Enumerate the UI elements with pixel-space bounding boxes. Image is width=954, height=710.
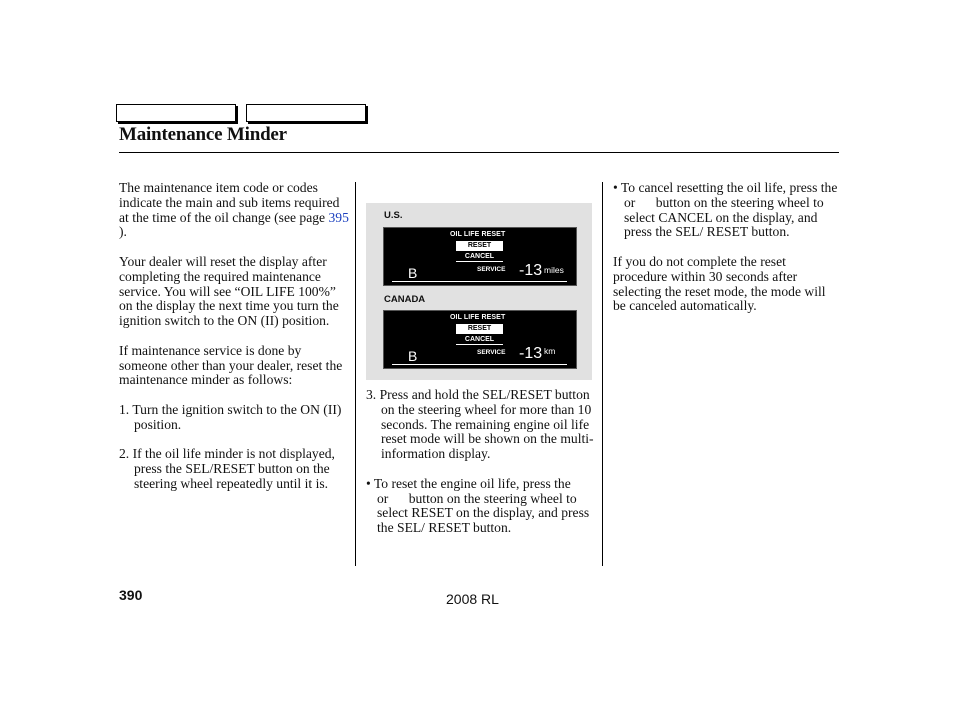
unit-label: miles [544,265,564,275]
cancel-option: CANCEL [464,336,495,343]
option-underline [456,344,503,345]
cancel-bullet: • To cancel resetting the oil life, press the or button on the steering wheel to select CANCEL on the display, and press the SEL/ RESET button. [613,180,858,240]
maintenance-code: B [408,348,418,364]
screen-title: OIL LIFE RESET [450,231,506,238]
cancel-option: CANCEL [464,253,495,260]
service-value: -13 [519,262,543,279]
step-3: 3. Press and hold the SEL/RESET button on the steering wheel for more than 10 seconds. The remaining engine oil life reset mode will be shown on the multi-information display. [366,387,594,462]
screen-rule [392,364,567,365]
page-number: 390 [119,587,143,603]
service-label: SERVICE [477,349,506,356]
maintenance-code: B [408,265,418,281]
option-underline [456,261,503,262]
service-value: -13 [519,345,543,362]
title-divider [119,152,839,153]
us-label: U.S. [384,210,403,221]
column-right [613,180,858,314]
canada-label: CANADA [384,294,426,305]
nav-tab-2[interactable] [246,104,366,122]
column-middle [366,388,598,536]
page-title: Maintenance Minder [119,124,287,145]
intro-paragraph [119,181,351,240]
service-label: SERVICE [477,266,506,273]
nav-tab-1[interactable] [116,104,236,122]
us-display-screen [383,227,577,286]
display-figure [366,203,592,380]
column-divider [355,182,356,566]
screen-rule [392,281,567,282]
unit-label: km [544,346,556,356]
column-divider [602,182,603,566]
screen-title: OIL LIFE RESET [450,314,506,321]
step-2: 2. If the oil life minder is not displayed, press the SEL/RESET button on the steering wheel repeatedly until it is. [119,446,335,491]
self-reset-paragraph: If maintenance service is done by someone other than your dealer, reset the maintenance minder as follows: [119,342,343,388]
timeout-note: If you do not complete the reset procedure within 30 seconds after selecting the reset mode, the mode will be canceled automatically. [613,253,826,314]
reset-option: RESET [456,241,503,251]
intro-text: The maintenance item code or codes indicate the main and sub items required at the time of the oil change (see page [119,180,340,225]
canada-display-screen [383,310,577,369]
step-1: 1. Turn the ignition switch to the ON (II) position. [119,401,342,432]
dealer-reset-paragraph: Your dealer will reset the display after completing the required maintenance service. You will see “OIL LIFE 100%” on the display the next time you turn the ignition switch to the ON (II) position. [119,253,339,329]
reset-bullet: • To reset the engine oil life, press the or button on the steering wheel to select RESET on the display, and press the SEL/ RESET button. [366,475,593,536]
intro-text-end: ). [119,224,127,240]
model-label: 2008 RL [446,591,499,607]
column-left [119,181,351,492]
page-link[interactable]: 395 [328,209,349,225]
reset-option: RESET [456,324,503,334]
